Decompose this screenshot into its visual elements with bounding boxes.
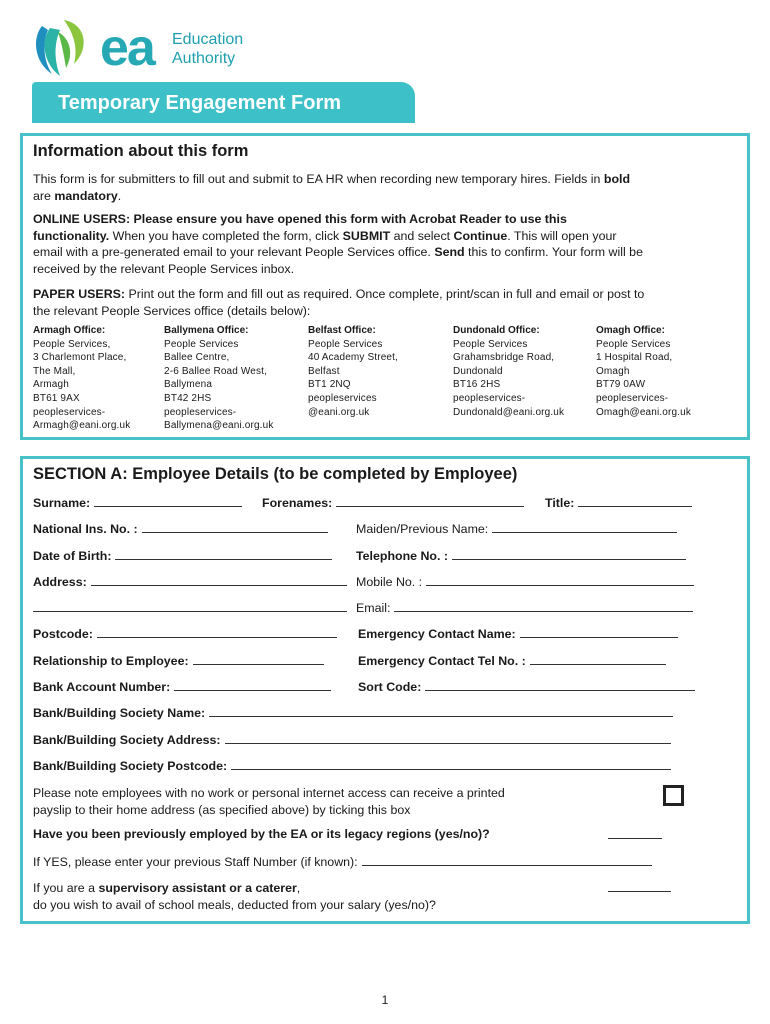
page-number: 1 bbox=[381, 993, 389, 1007]
forenames-input-line[interactable] bbox=[336, 495, 524, 507]
office-line: People Services bbox=[164, 338, 239, 350]
bank-postcode-field[interactable] bbox=[33, 758, 671, 774]
paper-users-label: PAPER USERS: bbox=[33, 287, 126, 301]
office-line: 3 Charlemont Place, bbox=[33, 352, 127, 364]
address-field[interactable] bbox=[33, 574, 347, 590]
logo-wordmark: ea bbox=[100, 19, 154, 77]
staff-number-label: If YES, please enter your previous Staff Number (if known): bbox=[33, 855, 358, 869]
address-label: Address: bbox=[33, 575, 87, 589]
office-line: BT1 2NQ bbox=[308, 379, 351, 391]
office-line: peopleservices- bbox=[596, 392, 669, 404]
payslip-line-1: Please note employees with no work or personal internet access can receive a printed bbox=[33, 786, 505, 800]
staff-number-input-line[interactable] bbox=[362, 854, 652, 866]
office-line: Armagh@eani.org.uk bbox=[33, 420, 131, 432]
office-line: Omagh bbox=[596, 365, 630, 377]
office-omagh bbox=[596, 324, 736, 419]
school-meals-input-line[interactable] bbox=[608, 880, 671, 892]
dob-label: Date of Birth: bbox=[33, 549, 112, 563]
office-line: Dundonald@eani.org.uk bbox=[453, 406, 565, 418]
online-text-d: email with a pre-generated email to your relevant People Services office. bbox=[33, 245, 435, 259]
logo-org-line2: Authority bbox=[172, 50, 236, 67]
paper-users-note bbox=[33, 286, 743, 319]
emergency-tel-label: Emergency Contact Tel No. : bbox=[358, 654, 526, 668]
office-line: People Services, bbox=[33, 338, 111, 350]
relationship-field[interactable] bbox=[33, 653, 324, 669]
office-line: Ballee Centre, bbox=[164, 352, 230, 364]
bank-account-input-line[interactable] bbox=[174, 679, 331, 691]
mobile-field[interactable] bbox=[356, 574, 694, 590]
maiden-name-field[interactable] bbox=[356, 521, 677, 537]
office-dundonald bbox=[453, 324, 598, 419]
telephone-label: Telephone No. : bbox=[356, 549, 449, 563]
previously-employed-label: Have you been previously employed by the EA or its legacy regions (yes/no)? bbox=[33, 827, 490, 841]
relationship-input-line[interactable] bbox=[193, 653, 324, 665]
office-line: @eani.org.uk bbox=[308, 406, 370, 418]
bank-account-label: Bank Account Number: bbox=[33, 680, 171, 694]
bank-address-label: Bank/Building Society Address: bbox=[33, 733, 221, 747]
office-line: Ballymena@eani.org.uk bbox=[164, 420, 274, 432]
previously-employed-answer[interactable] bbox=[608, 827, 662, 843]
previously-employed-input-line[interactable] bbox=[608, 827, 662, 839]
office-name: Omagh Office: bbox=[596, 325, 665, 336]
bank-address-input-line[interactable] bbox=[225, 732, 671, 744]
intro-text-b: are bbox=[33, 188, 55, 203]
online-line-4: received by the relevant People Services inbox. bbox=[33, 261, 295, 276]
national-ins-input-line[interactable] bbox=[142, 521, 328, 533]
office-line: BT42 2HS bbox=[164, 392, 212, 404]
emergency-tel-field[interactable] bbox=[358, 653, 666, 669]
postcode-label: Postcode: bbox=[33, 627, 93, 641]
maiden-name-label: Maiden/Previous Name: bbox=[356, 522, 489, 536]
online-functionality: functionality. bbox=[33, 228, 110, 243]
school-meals-question bbox=[33, 880, 436, 913]
bank-name-label: Bank/Building Society Name: bbox=[33, 706, 206, 720]
office-ballymena bbox=[164, 324, 304, 433]
sort-code-field[interactable] bbox=[358, 679, 695, 695]
office-line: Dundonald bbox=[453, 365, 503, 377]
office-name: Dundonald Office: bbox=[453, 325, 540, 336]
surname-input-line[interactable] bbox=[94, 495, 242, 507]
address-input-line[interactable] bbox=[91, 574, 347, 586]
bank-postcode-label: Bank/Building Society Postcode: bbox=[33, 759, 228, 773]
office-line: 1 Hospital Road, bbox=[596, 352, 673, 364]
payslip-line-2: payslip to their home address (as specified above) by ticking this box bbox=[33, 802, 411, 817]
address-line-2-input-line[interactable] bbox=[33, 600, 347, 612]
office-line: Belfast bbox=[308, 365, 340, 377]
office-line: peopleservices- bbox=[33, 406, 106, 418]
office-line: Armagh bbox=[33, 379, 69, 391]
office-line: peopleservices- bbox=[453, 392, 526, 404]
office-line: People Services bbox=[596, 338, 671, 350]
office-line: Grahamsbridge Road, bbox=[453, 352, 555, 364]
dob-field[interactable] bbox=[33, 548, 332, 564]
meals-text-a: If you are a bbox=[33, 881, 99, 895]
intro-mandatory-word: mandatory bbox=[54, 188, 118, 203]
info-intro bbox=[33, 171, 743, 204]
paper-line-2: the relevant People Services office (details below): bbox=[33, 303, 311, 318]
relationship-label: Relationship to Employee: bbox=[33, 654, 189, 668]
intro-text-c: . bbox=[117, 188, 122, 203]
office-armagh bbox=[33, 324, 173, 433]
online-text-a: When you have completed the form, click bbox=[109, 228, 343, 243]
leaf-logo-icon bbox=[30, 18, 100, 80]
mobile-label: Mobile No. : bbox=[356, 575, 423, 589]
office-line: People Services bbox=[453, 338, 528, 350]
sort-code-label: Sort Code: bbox=[358, 680, 422, 694]
title-field[interactable] bbox=[545, 495, 692, 511]
info-heading: Information about this form bbox=[33, 142, 249, 160]
forenames-label: Forenames: bbox=[262, 496, 333, 510]
online-text-e: this to confirm. Your form will be bbox=[464, 245, 643, 259]
online-submit: SUBMIT bbox=[342, 228, 391, 243]
ea-logo bbox=[30, 18, 280, 80]
office-line: People Services bbox=[308, 338, 383, 350]
title-label: Title: bbox=[545, 496, 575, 510]
emergency-name-field[interactable] bbox=[358, 626, 678, 642]
bank-name-field[interactable] bbox=[33, 705, 673, 721]
paper-text-a: Print out the form and fill out as required. Once complete, print/scan in full and email or post to bbox=[125, 287, 645, 301]
bank-address-field[interactable] bbox=[33, 732, 671, 748]
office-line: 2-6 Ballee Road West, bbox=[164, 365, 268, 377]
telephone-input-line[interactable] bbox=[452, 548, 686, 560]
office-line: 40 Academy Street, bbox=[308, 352, 398, 364]
office-line: BT16 2HS bbox=[453, 379, 501, 391]
bank-postcode-input-line[interactable] bbox=[231, 758, 671, 770]
section-a-heading: SECTION A: Employee Details (to be completed by Employee) bbox=[33, 465, 518, 483]
national-ins-label: National Ins. No. : bbox=[33, 522, 138, 536]
sort-code-input-line[interactable] bbox=[425, 679, 695, 691]
postcode-field[interactable] bbox=[33, 626, 337, 642]
school-meals-answer[interactable] bbox=[608, 880, 671, 896]
office-line: peopleservices- bbox=[164, 406, 237, 418]
online-text-c: . This will open your bbox=[507, 228, 617, 243]
meals-text-c: , bbox=[296, 881, 301, 895]
office-name: Armagh Office: bbox=[33, 325, 106, 336]
telephone-field[interactable] bbox=[356, 548, 686, 564]
meals-line-2: do you wish to avail of school meals, deducted from your salary (yes/no)? bbox=[33, 897, 436, 912]
office-line: BT79 0AW bbox=[596, 379, 646, 391]
logo-org-line1: Education bbox=[172, 31, 244, 48]
email-label: Email: bbox=[356, 601, 391, 615]
office-name: Belfast Office: bbox=[308, 325, 376, 336]
surname-label: Surname: bbox=[33, 496, 91, 510]
emergency-name-input-line[interactable] bbox=[520, 626, 678, 638]
previously-employed-field bbox=[33, 827, 490, 842]
national-ins-field[interactable] bbox=[33, 521, 328, 537]
form-title-banner bbox=[32, 82, 415, 123]
office-belfast bbox=[308, 324, 448, 419]
online-line-1: ONLINE USERS: Please ensure you have opened this form with Acrobat Reader to use this bbox=[33, 212, 567, 226]
office-line: peopleservices bbox=[308, 392, 377, 404]
payslip-checkbox[interactable] bbox=[663, 785, 684, 806]
staff-number-field[interactable] bbox=[33, 854, 652, 870]
office-line: The Mall, bbox=[33, 365, 76, 377]
emergency-name-label: Emergency Contact Name: bbox=[358, 627, 516, 641]
email-field[interactable] bbox=[356, 600, 693, 616]
online-users-note bbox=[33, 211, 743, 277]
bank-name-input-line[interactable] bbox=[209, 705, 673, 717]
intro-bold-word: bold bbox=[603, 172, 631, 186]
meals-role: supervisory assistant or a caterer bbox=[98, 881, 297, 895]
logo-org-name bbox=[172, 30, 243, 68]
address-line-2-field[interactable] bbox=[33, 600, 347, 616]
emergency-tel-input-line[interactable] bbox=[530, 653, 666, 665]
online-text-b: and select bbox=[390, 228, 454, 243]
online-continue: Continue bbox=[453, 228, 508, 243]
office-line: Ballymena bbox=[164, 379, 213, 391]
bank-account-field[interactable] bbox=[33, 679, 331, 695]
postcode-input-line[interactable] bbox=[97, 626, 337, 638]
online-send: Send bbox=[434, 245, 465, 259]
office-line: Omagh@eani.org.uk bbox=[596, 406, 691, 418]
payslip-note bbox=[33, 785, 505, 818]
office-name: Ballymena Office: bbox=[164, 325, 249, 336]
intro-text-a: This form is for submitters to fill out and submit to EA HR when recording new temporary hires. Fields in bbox=[33, 172, 604, 186]
email-input-line[interactable] bbox=[394, 600, 693, 612]
office-line: BT61 9AX bbox=[33, 392, 80, 404]
mobile-input-line[interactable] bbox=[426, 574, 694, 586]
maiden-name-input-line[interactable] bbox=[492, 521, 677, 533]
form-title: Temporary Engagement Form bbox=[58, 92, 342, 114]
surname-field[interactable] bbox=[33, 495, 242, 511]
dob-input-line[interactable] bbox=[115, 548, 332, 560]
title-input-line[interactable] bbox=[578, 495, 692, 507]
forenames-field[interactable] bbox=[262, 495, 524, 511]
